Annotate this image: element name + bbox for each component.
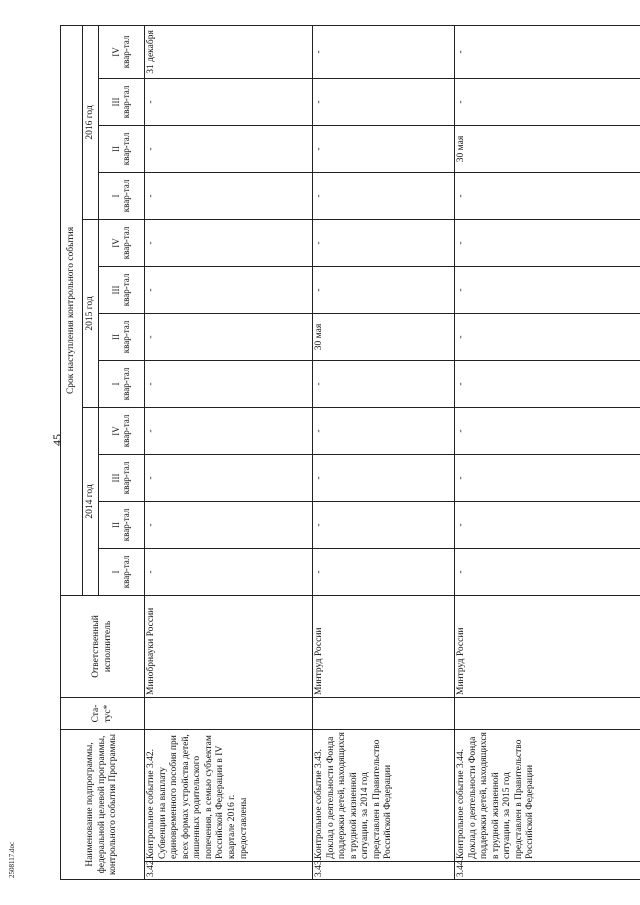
table-row	[313, 25, 455, 879]
event-status	[313, 697, 455, 729]
event-name: Контрольное событие 3.43. Доклад о деятельности Фонда поддержки детей, находящихся в трудной жизненной ситуации, за 2014 год представлен в Правительство Российской Федерации	[313, 729, 455, 861]
quarter-value: -	[455, 407, 640, 454]
row-number: 3.43.	[313, 862, 455, 880]
quarter-value: -	[313, 25, 455, 78]
event-name: Контрольное событие 3.42. Субвенции на выплату единовременного пособия при всех формах устройства детей, лишенных родительского попечения, в семью субъектам Российской Федерации в IV квартале 2016 г. предоставлены	[145, 729, 313, 861]
quarter-value: -	[145, 219, 313, 266]
quarter-word: квар-тал	[120, 414, 131, 448]
quarter-value: -	[313, 266, 455, 313]
header-year-2015: 2015 год	[83, 219, 99, 407]
rotated-table-container	[60, 28, 580, 880]
quarter-value: -	[145, 360, 313, 407]
quarter-number: I	[110, 382, 121, 386]
event-executor: Минтруд России	[455, 595, 640, 697]
quarter-value: -	[455, 172, 640, 219]
quarter-word: квар-тал	[120, 273, 131, 307]
quarter-number: IV	[110, 426, 121, 436]
event-executor: Минобрнауки России	[145, 595, 313, 697]
quarter-value: -	[313, 125, 455, 172]
header-quarter	[99, 407, 145, 454]
quarter-word: квар-тал	[120, 35, 131, 69]
header-quarter	[99, 266, 145, 313]
quarter-value: -	[313, 172, 455, 219]
quarter-value: 30 мая	[455, 125, 640, 172]
quarter-word: квар-тал	[120, 320, 131, 354]
quarter-word: квар-тал	[120, 132, 131, 166]
quarter-value: -	[313, 454, 455, 501]
quarter-value: -	[145, 501, 313, 548]
quarter-value: -	[455, 548, 640, 595]
quarter-value: -	[145, 78, 313, 125]
quarter-number: III	[110, 473, 121, 483]
header-quarter	[99, 219, 145, 266]
header-quarter	[99, 172, 145, 219]
quarter-value: -	[145, 125, 313, 172]
event-name: Контрольное событие 3.44. Доклад о деятельности Фонда поддержки детей, находящихся в трудной жизненной ситуации, за 2015 год представлен в Правительство Российской Федерации	[455, 729, 640, 861]
quarter-word: квар-тал	[120, 179, 131, 213]
control-events-table	[60, 25, 640, 880]
header-quarter	[99, 360, 145, 407]
header-year-2016: 2016 год	[83, 25, 99, 219]
header-quarter	[99, 125, 145, 172]
quarter-number: I	[110, 194, 121, 198]
quarter-value: -	[455, 501, 640, 548]
quarter-value: 30 мая	[313, 313, 455, 360]
quarter-value: -	[145, 454, 313, 501]
quarter-value: -	[455, 219, 640, 266]
quarter-number: I	[110, 570, 121, 574]
header-term: Срок наступления контрольного события	[61, 25, 83, 595]
header-quarter	[99, 501, 145, 548]
quarter-value: -	[455, 454, 640, 501]
header-quarter	[99, 548, 145, 595]
header-quarter	[99, 313, 145, 360]
event-status	[145, 697, 313, 729]
quarter-value: -	[455, 360, 640, 407]
quarter-value: -	[313, 548, 455, 595]
row-number: 3.42.	[145, 862, 313, 880]
quarter-value: -	[145, 313, 313, 360]
quarter-value: -	[455, 313, 640, 360]
quarter-value: -	[313, 501, 455, 548]
quarter-number: IV	[110, 47, 121, 57]
quarter-word: квар-тал	[120, 226, 131, 260]
header-executor: Ответственный исполнитель	[61, 595, 145, 697]
quarter-value: -	[455, 266, 640, 313]
quarter-word: квар-тал	[120, 555, 131, 589]
quarter-value: 31 декабря	[145, 25, 313, 78]
quarter-value: -	[455, 25, 640, 78]
quarter-word: квар-тал	[120, 508, 131, 542]
table-row	[145, 25, 313, 879]
quarter-value: -	[455, 78, 640, 125]
quarter-value: -	[313, 78, 455, 125]
quarter-word: квар-тал	[120, 367, 131, 401]
quarter-value: -	[145, 266, 313, 313]
quarter-value: -	[145, 407, 313, 454]
event-status	[455, 697, 640, 729]
header-name: Наименование подпрограммы, федеральной целевой программы, контрольного события Программы	[61, 729, 145, 879]
quarter-number: III	[110, 97, 121, 107]
table-row	[455, 25, 640, 879]
event-executor: Минтруд России	[313, 595, 455, 697]
quarter-word: квар-тал	[120, 85, 131, 119]
quarter-word: квар-тал	[120, 461, 131, 495]
quarter-value: -	[145, 548, 313, 595]
header-quarter	[99, 25, 145, 78]
quarter-number: III	[110, 285, 121, 295]
quarter-number: II	[110, 521, 121, 528]
quarter-number: II	[110, 145, 121, 152]
footer-filename: 2508117.doc	[8, 841, 16, 878]
row-number: 3.44.	[455, 862, 640, 880]
quarter-number: II	[110, 333, 121, 340]
quarter-value: -	[313, 407, 455, 454]
header-quarter	[99, 454, 145, 501]
header-status: Ста-тус*	[61, 697, 145, 729]
page-number: 45	[50, 434, 64, 446]
quarter-value: -	[313, 219, 455, 266]
quarter-number: IV	[110, 238, 121, 248]
quarter-value: -	[145, 172, 313, 219]
header-quarter	[99, 78, 145, 125]
header-year-2014: 2014 год	[83, 407, 99, 595]
quarter-value: -	[313, 360, 455, 407]
